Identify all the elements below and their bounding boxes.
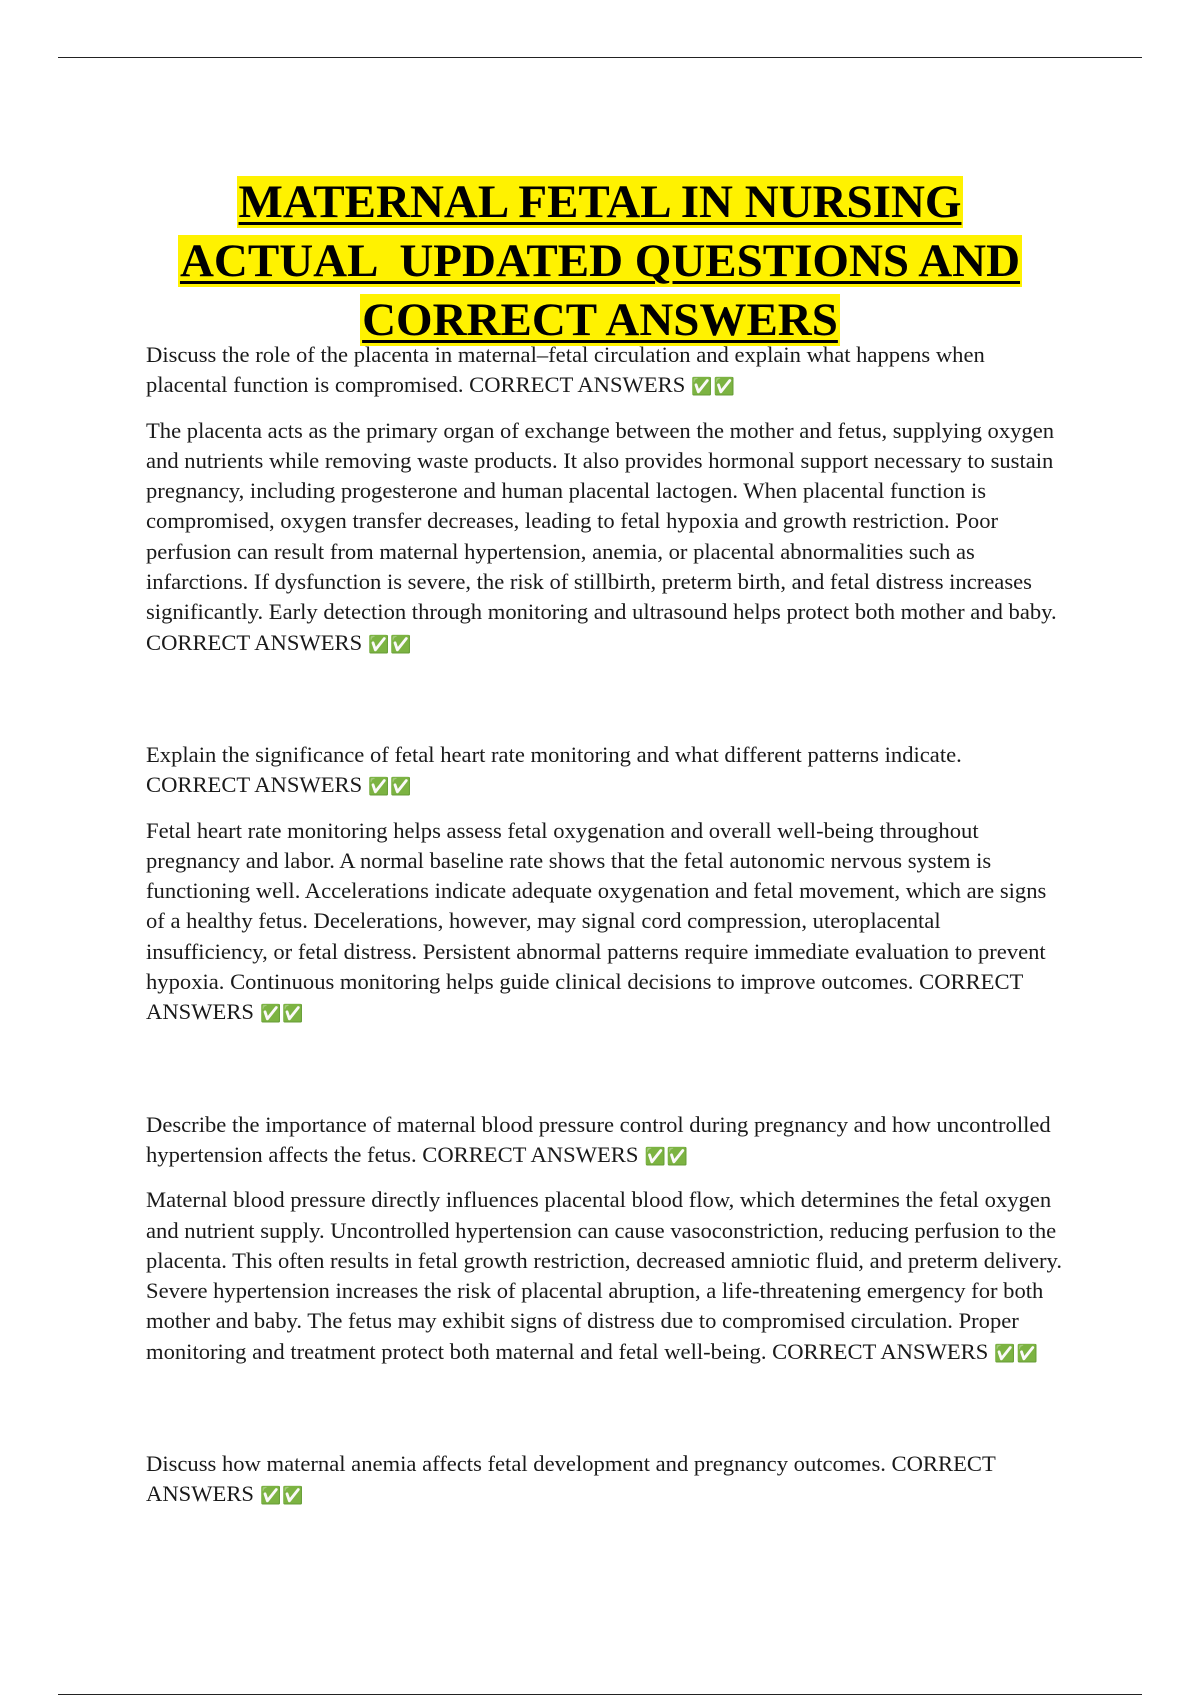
double-check-icon: ✅✅ [994, 1343, 1039, 1364]
qa-item-placenta [146, 340, 1066, 660]
answer-text: Fetal heart rate monitoring helps assess fetal oxygenation and overall well-being throughout pregnancy and labor. A normal baseline rate shows that the fetal autonomic nervous system is functioning well. Accelerations indicate adequate oxygenation and fetal movement, which are signs of a healthy fetus. Decelerations, however, may signal cord compression, uteroplacental insufficiency, or fetal distress. Persistent abnormal patterns require immediate evaluation to prevent hypoxia. Continuous monitoring helps guide clinical decisions to improve outcomes. CORRECT ANSWERS ✅✅ [146, 817, 1047, 1025]
qa-item-fetal-heart-rate [146, 740, 1066, 1030]
question-text: Discuss the role of the placenta in maternal–fetal circulation and explain what happens when placental function is compromised. CORRECT ANSWERS ✅✅ [146, 342, 985, 398]
double-check-icon: ✅✅ [691, 377, 736, 398]
double-check-icon: ✅✅ [259, 1486, 305, 1507]
question-text: Explain the significance of fetal heart rate monitoring and what different patterns indicate. CORRECT ANSWERS ✅✅ [146, 741, 962, 798]
qa-content [146, 340, 1066, 1525]
double-check-icon: ✅✅ [368, 634, 413, 655]
correct-answers-marker: CORRECT ANSWERS [146, 772, 363, 798]
correct-answers-marker: CORRECT ANSWERS [772, 1338, 989, 1364]
title-line-1: MATERNAL FETAL IN NURSING [238, 176, 962, 229]
correct-answers-marker: CORRECT ANSWERS [146, 969, 1023, 1025]
qa-item-blood-pressure [146, 1110, 1066, 1369]
double-check-icon: ✅✅ [259, 1004, 305, 1025]
title-line-2: ACTUAL UPDATED QUESTIONS AND [179, 235, 1021, 288]
question-text: Describe the importance of maternal blood pressure control during pregnancy and how uncontrolled hypertension affects the fetus. CORRECT ANSWERS ✅✅ [146, 1111, 1051, 1167]
bottom-rule [58, 1694, 1142, 1695]
title-line-3: CORRECT ANSWERS [362, 294, 838, 347]
answer-text: The placenta acts as the primary organ of exchange between the mother and fetus, supplying oxygen and nutrients while removing waste products. It also provides hormonal support necessary to sustain pregnancy, including progesterone and human placental lactogen. When placental function is compromised, oxygen transfer decreases, leading to fetal hypoxia and growth restriction. Poor perfusion can result from maternal hypertension, anemia, or placental abnormalities such as infarctions. If dysfunction is severe, the risk of stillbirth, preterm birth, and fetal distress increases significantly. Early detection through monitoring and ultrasound helps protect both mother and baby. CORRECT ANSWERS ✅✅ [146, 417, 1057, 655]
correct-answers-marker: CORRECT ANSWERS [146, 1451, 996, 1507]
answer-text: Maternal blood pressure directly influences placental blood flow, which determines the fetal oxygen and nutrient supply. Uncontrolled hypertension can cause vasoconstriction, reducing perfusion to the placenta. This often results in fetal growth restriction, decreased amniotic fluid, and preterm delivery. Severe hypertension increases the risk of placental abruption, a life-threatening emergency for both mother and baby. The fetus may exhibit signs of distress due to compromised circulation. Proper monitoring and treatment protect both maternal and fetal well-being. CORRECT ANSWERS ✅✅ [146, 1187, 1062, 1364]
qa-item-anemia [146, 1449, 1066, 1512]
correct-answers-marker: CORRECT ANSWERS [422, 1141, 639, 1167]
correct-answers-marker: CORRECT ANSWERS [469, 372, 686, 398]
double-check-icon: ✅✅ [644, 1146, 689, 1167]
correct-answers-marker: CORRECT ANSWERS [146, 629, 363, 655]
question-text: Discuss how maternal anemia affects fetal development and pregnancy outcomes. CORRECT ANSWERS ✅✅ [146, 1451, 996, 1507]
top-rule [58, 57, 1142, 58]
double-check-icon: ✅✅ [368, 777, 413, 798]
document-title [60, 173, 1140, 350]
